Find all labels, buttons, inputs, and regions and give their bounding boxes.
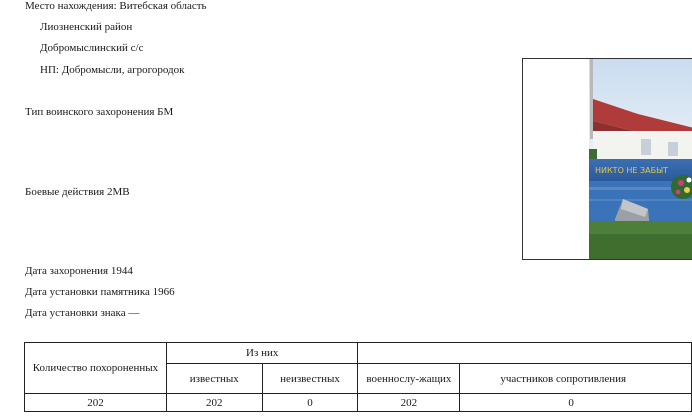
- col-unknown-header: неизвестных: [262, 364, 358, 394]
- cell-known: 202: [166, 394, 262, 412]
- burials-table: [24, 342, 692, 412]
- cell-resistance: 0: [460, 394, 692, 412]
- sign-date-text: Дата установки знака —: [25, 307, 140, 319]
- memorial-inscription: НИКТО НЕ ЗАБЫТ: [595, 166, 669, 175]
- col-resistance-header: участников сопротивления: [460, 364, 692, 394]
- cell-total: 202: [25, 394, 167, 412]
- settlement-text: НП: Добромысли, агрогородок: [40, 64, 185, 76]
- location-label: Место нахождения: Витебская область: [25, 0, 207, 12]
- cell-unknown: 0: [262, 394, 358, 412]
- burial-date-text: Дата захоронения 1944: [25, 265, 133, 277]
- col-group-header-empty: [358, 343, 692, 364]
- table-row: [25, 394, 692, 412]
- district-text: Лиозненский район: [40, 21, 133, 33]
- burial-type-text: Тип воинского захоронения БМ: [25, 106, 174, 118]
- col-group-header: Из них: [166, 343, 358, 364]
- memorial-photo: [522, 58, 692, 260]
- combat-text: Боевые действия 2МВ: [25, 186, 130, 198]
- cell-military: 202: [358, 394, 460, 412]
- memorial-photo-image: [523, 59, 692, 260]
- col-military-header: военнослу-жащих: [358, 364, 460, 394]
- col-total-header: Количество похороненных: [25, 343, 167, 394]
- monument-date-text: Дата установки памятника 1966: [25, 286, 175, 298]
- council-text: Добромыслинский с/с: [40, 42, 144, 54]
- col-known-header: известных: [166, 364, 262, 394]
